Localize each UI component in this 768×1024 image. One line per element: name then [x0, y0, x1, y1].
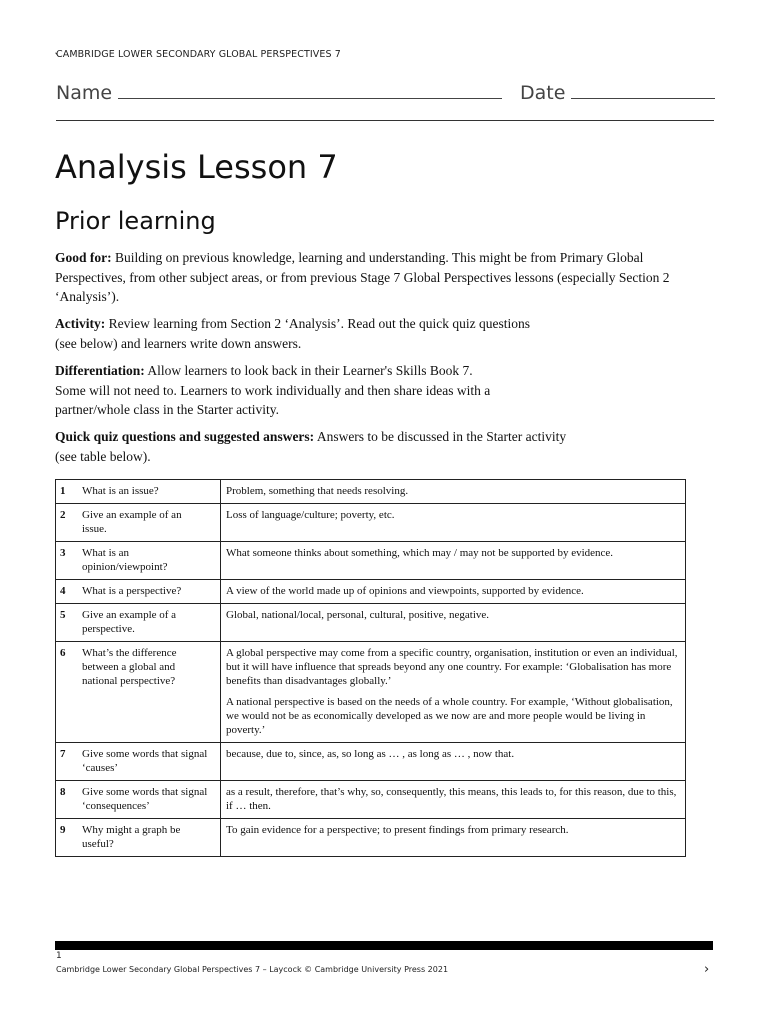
- differentiation-line-3: partner/whole class in the Starter activity.: [55, 402, 280, 417]
- quiz-intro-line-1: Answers to be discussed in the Starter activity: [314, 429, 567, 444]
- good-for-text: Building on previous knowledge, learning and understanding. This might be from Primary Global Perspectives, from other subject areas, or from previous Stage 7 Global Perspectives lessons (especially Section 2 ‘Analysis’).: [55, 250, 670, 304]
- quiz-answer: Loss of language/culture; poverty, etc.: [226, 509, 395, 521]
- section-heading: Prior learning: [55, 207, 216, 235]
- date-label: Date: [520, 82, 566, 104]
- activity-line-1: Review learning from Section 2 ‘Analysis’. Read out the quick quiz questions: [105, 316, 531, 331]
- quiz-answer: Global, national/local, personal, cultural, positive, negative.: [226, 609, 490, 621]
- quiz-question: What is an opinion/viewpoint?: [82, 547, 168, 573]
- quiz-answer-cell: [221, 819, 686, 857]
- quiz-number: 1: [60, 485, 66, 497]
- quiz-number: 6: [60, 647, 66, 659]
- running-header: CAMBRIDGE LOWER SECONDARY GLOBAL PERSPECTIVES 7: [56, 49, 341, 60]
- quiz-question: Give an example of a perspective.: [82, 609, 177, 635]
- quiz-question-cell: [56, 642, 221, 743]
- quiz-row: [56, 480, 686, 504]
- quiz-answer-cell: [221, 604, 686, 642]
- quiz-intro-label: Quick quiz questions and suggested answers:: [55, 429, 315, 444]
- name-blank-line: [118, 80, 502, 99]
- quiz-row: [56, 743, 686, 781]
- activity-paragraph: [55, 314, 695, 353]
- quiz-question-cell: [56, 781, 221, 819]
- quiz-answer-cell: [221, 480, 686, 504]
- name-field: [56, 80, 502, 104]
- quiz-number: 7: [60, 748, 66, 760]
- quiz-question: Give an example of an issue.: [82, 509, 182, 535]
- quiz-question-cell: [56, 819, 221, 857]
- date-field: [520, 80, 715, 104]
- quiz-question-cell: [56, 743, 221, 781]
- quiz-question: Give some words that signal ‘causes’: [82, 748, 208, 774]
- quiz-row: [56, 504, 686, 542]
- quiz-row: [56, 819, 686, 857]
- differentiation-line-1: Allow learners to look back in their Learner's Skills Book 7.: [144, 363, 473, 378]
- quiz-answer-cell: [221, 542, 686, 580]
- quiz-number: 5: [60, 609, 66, 621]
- differentiation-line-2: Some will not need to. Learners to work individually and then share ideas with a: [55, 382, 491, 398]
- quiz-answer-cell: [221, 642, 686, 743]
- quiz-answer: as a result, therefore, that’s why, so, consequently, this means, this leads to, for this reason, due to this, if … then.: [226, 786, 677, 812]
- activity-label: Activity:: [55, 316, 106, 331]
- quiz-answer-cell: [221, 743, 686, 781]
- good-for-label: Good for:: [55, 250, 112, 265]
- quiz-row: [56, 642, 686, 743]
- quiz-table-body: [56, 480, 686, 857]
- page-number: 1: [56, 951, 62, 961]
- quiz-row: [56, 542, 686, 580]
- quiz-question: Why might a graph be useful?: [82, 824, 181, 850]
- quiz-answer: Problem, something that needs resolving.: [226, 485, 409, 497]
- page-title: Analysis Lesson 7: [55, 148, 338, 186]
- differentiation-label: Differentiation:: [55, 363, 145, 378]
- quiz-number: 3: [60, 547, 66, 559]
- quiz-question-cell: [56, 480, 221, 504]
- good-for-paragraph: [55, 248, 695, 307]
- quiz-row: [56, 781, 686, 819]
- quiz-question: Give some words that signal ‘consequences’: [82, 786, 208, 812]
- activity-line-2: (see below) and learners write down answers.: [55, 335, 302, 351]
- quiz-question-cell: [56, 504, 221, 542]
- chevron-right-icon: ›: [704, 962, 710, 977]
- date-blank-line: [571, 80, 715, 99]
- quiz-answer: To gain evidence for a perspective; to present findings from primary research.: [226, 824, 569, 836]
- quiz-question-cell: [56, 580, 221, 604]
- differentiation-paragraph: [55, 361, 695, 420]
- quiz-question: What is an issue?: [82, 485, 159, 497]
- quiz-answer-cell: [221, 781, 686, 819]
- quiz-number: 4: [60, 585, 66, 597]
- quiz-intro-line-2: (see table below).: [55, 448, 151, 464]
- quiz-question: What’s the difference between a global and national perspective?: [82, 647, 177, 687]
- quiz-answer: because, due to, since, as, so long as … , as long as … , now that.: [226, 748, 515, 760]
- name-label: Name: [56, 82, 113, 104]
- quiz-question-cell: [56, 542, 221, 580]
- quiz-number: 2: [60, 509, 66, 521]
- footer-bar: [55, 941, 713, 950]
- quiz-answer-cell: [221, 504, 686, 542]
- quiz-row: [56, 580, 686, 604]
- corner-mark-icon: ˎ: [54, 41, 60, 55]
- quiz-table: [55, 479, 686, 857]
- quiz-row: [56, 604, 686, 642]
- footer-copyright: Cambridge Lower Secondary Global Perspectives 7 – Laycock © Cambridge University Press 2021: [56, 965, 449, 974]
- quiz-answer: A global perspective may come from a specific country, organisation, institution or even an individual, but it will have influence that spreads beyond any one country. For example: ‘Globalisation has more benefits than disadvantages globally.’: [226, 647, 678, 687]
- quiz-intro-paragraph: [55, 427, 695, 466]
- quiz-number: 8: [60, 786, 66, 798]
- quiz-answer: What someone thinks about something, which may / may not be supported by evidence.: [226, 547, 614, 559]
- quiz-question: What is a perspective?: [82, 585, 182, 597]
- quiz-question-cell: [56, 604, 221, 642]
- header-rule: [56, 120, 714, 121]
- quiz-answer: A view of the world made up of opinions and viewpoints, supported by evidence.: [226, 585, 584, 597]
- quiz-answer-cell: [221, 580, 686, 604]
- quiz-number: 9: [60, 824, 66, 836]
- quiz-answer: A national perspective is based on the needs of a whole country. For example, ‘Without globalisation, we would not be as economically developed as we now are and more people would be living in poverty.’: [226, 696, 673, 736]
